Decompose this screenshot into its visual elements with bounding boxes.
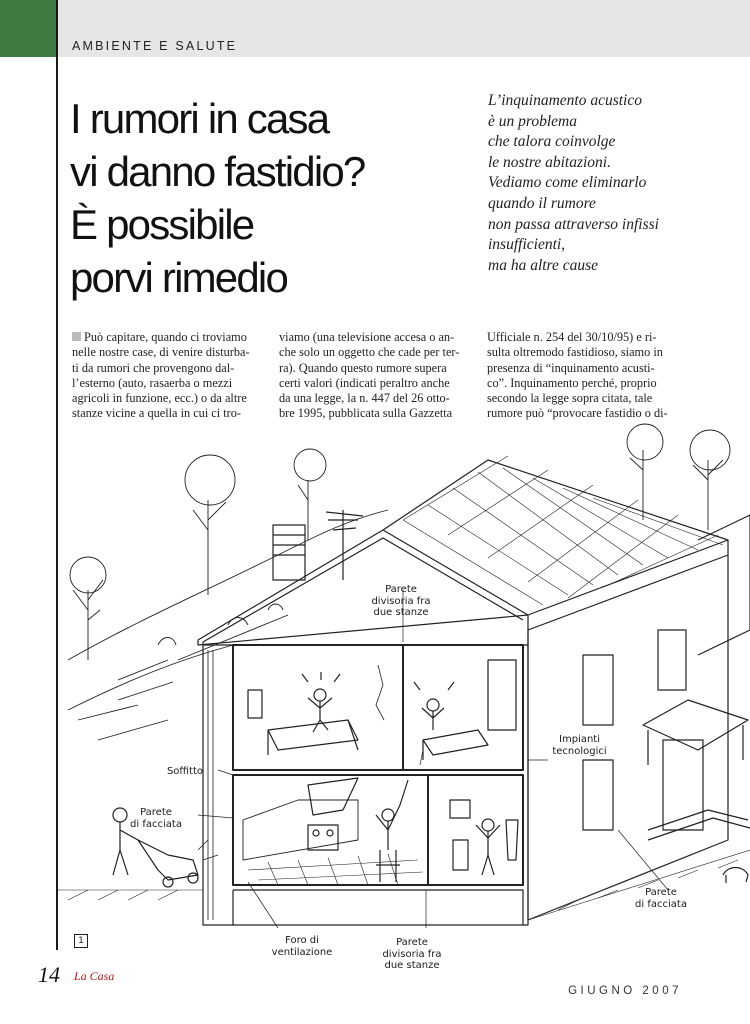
body-line: sulta oltremodo fastidioso, siamo in [487,345,663,360]
headline-line: È possibile [70,201,254,248]
body-line: Può capitare, quando ci troviamo [84,330,247,344]
label-parete-divisoria-bottom [371,937,453,972]
label-line: divisoria fra [382,948,442,960]
label-line: due stanze [373,607,429,618]
body-line: l’esterno (auto, rasaerba o mezzi [72,375,233,390]
body-line: stanze vicine a quella in cui ci tro- [72,406,242,421]
body-line: presenza di “inquinamento acusti- [487,360,655,375]
label-line: Soffitto [166,766,204,777]
issue-date: GIUGNO 2007 [568,985,682,997]
label-line: Parete [396,937,428,948]
label-foro-ventilazione [264,935,340,958]
label-line: due stanze [384,960,440,971]
figure-number: 1 [74,934,88,948]
label-line: Parete [645,887,677,898]
body-line: rumore può “provocare fastidio o di- [487,406,668,421]
deck-line: quando il rumore [488,194,596,212]
label-line: Parete [385,584,417,595]
label-parete-facciata-right [630,887,692,910]
page-number: 14 [38,962,60,987]
label-impianti-tecnologici [542,734,617,757]
label-line: Foro di [285,935,319,946]
deck-line: le nostre abitazioni. [488,153,611,171]
body-line: nelle nostre case, di venire disturba- [72,345,250,360]
deck-line: Vediamo come eliminarlo [488,174,647,192]
label-parete-divisoria-top [360,584,442,619]
paragraph-marker [72,332,81,341]
body-line: ti da rumori che provengono dal- [72,360,235,375]
headline-line: porvi rimedio [70,254,288,301]
deck-line: è un problema [488,112,577,130]
label-line: ventilazione [271,946,333,958]
body-column-1 [72,330,250,422]
house-cross-section-illustration [58,420,750,965]
deck-line: che talora coinvolge [488,133,616,151]
body-line: bre 1995, pubblicata sulla Gazzetta [279,406,453,421]
deck-line: ma ha altre cause [488,256,599,274]
body-line: co”. Inquinamento perché, proprio [487,375,657,390]
deck-line: non passa attraverso infissi [488,215,659,233]
body-line: Ufficiale n. 254 del 30/10/95) e ri- [487,330,657,344]
body-line: da una legge, la n. 447 del 26 otto- [279,391,450,406]
body-column-2 [279,330,460,422]
magazine-logo: La Casa [74,969,115,983]
body-line: secondo la legge sopra citata, tale [487,391,653,406]
body-line-first [72,330,247,345]
label-line: divisoria fra [371,595,431,607]
label-line: tecnologici [552,745,607,757]
body-line: che solo un oggetto che cade per ter- [279,345,460,360]
header-accent-block [0,0,56,57]
body-line: agricoli in funzione, ecc.) o da altre [72,391,247,406]
label-line: Impianti [559,734,600,745]
label-soffitto [160,766,210,778]
headline-line: vi danno fastidio? [70,148,365,195]
deck-line: insufficienti, [488,236,566,254]
section-label: AMBIENTE E SALUTE [72,39,238,53]
headline-line: I rumori in casa [70,95,329,142]
headline [70,92,470,304]
deck-line: L’inquinamento acustico [488,92,642,109]
body-line: certi valori (indicati peraltro anche [279,375,450,390]
label-line: di facciata [635,898,687,910]
body-line: viamo (una televisione accesa o an- [279,330,455,344]
body-line: ra). Quando questo rumore supera [279,360,447,375]
label-line: di facciata [130,818,182,830]
label-parete-facciata-left [126,807,186,830]
deck-text [488,91,738,276]
label-line: Parete [140,807,172,818]
body-column-3 [487,330,668,422]
